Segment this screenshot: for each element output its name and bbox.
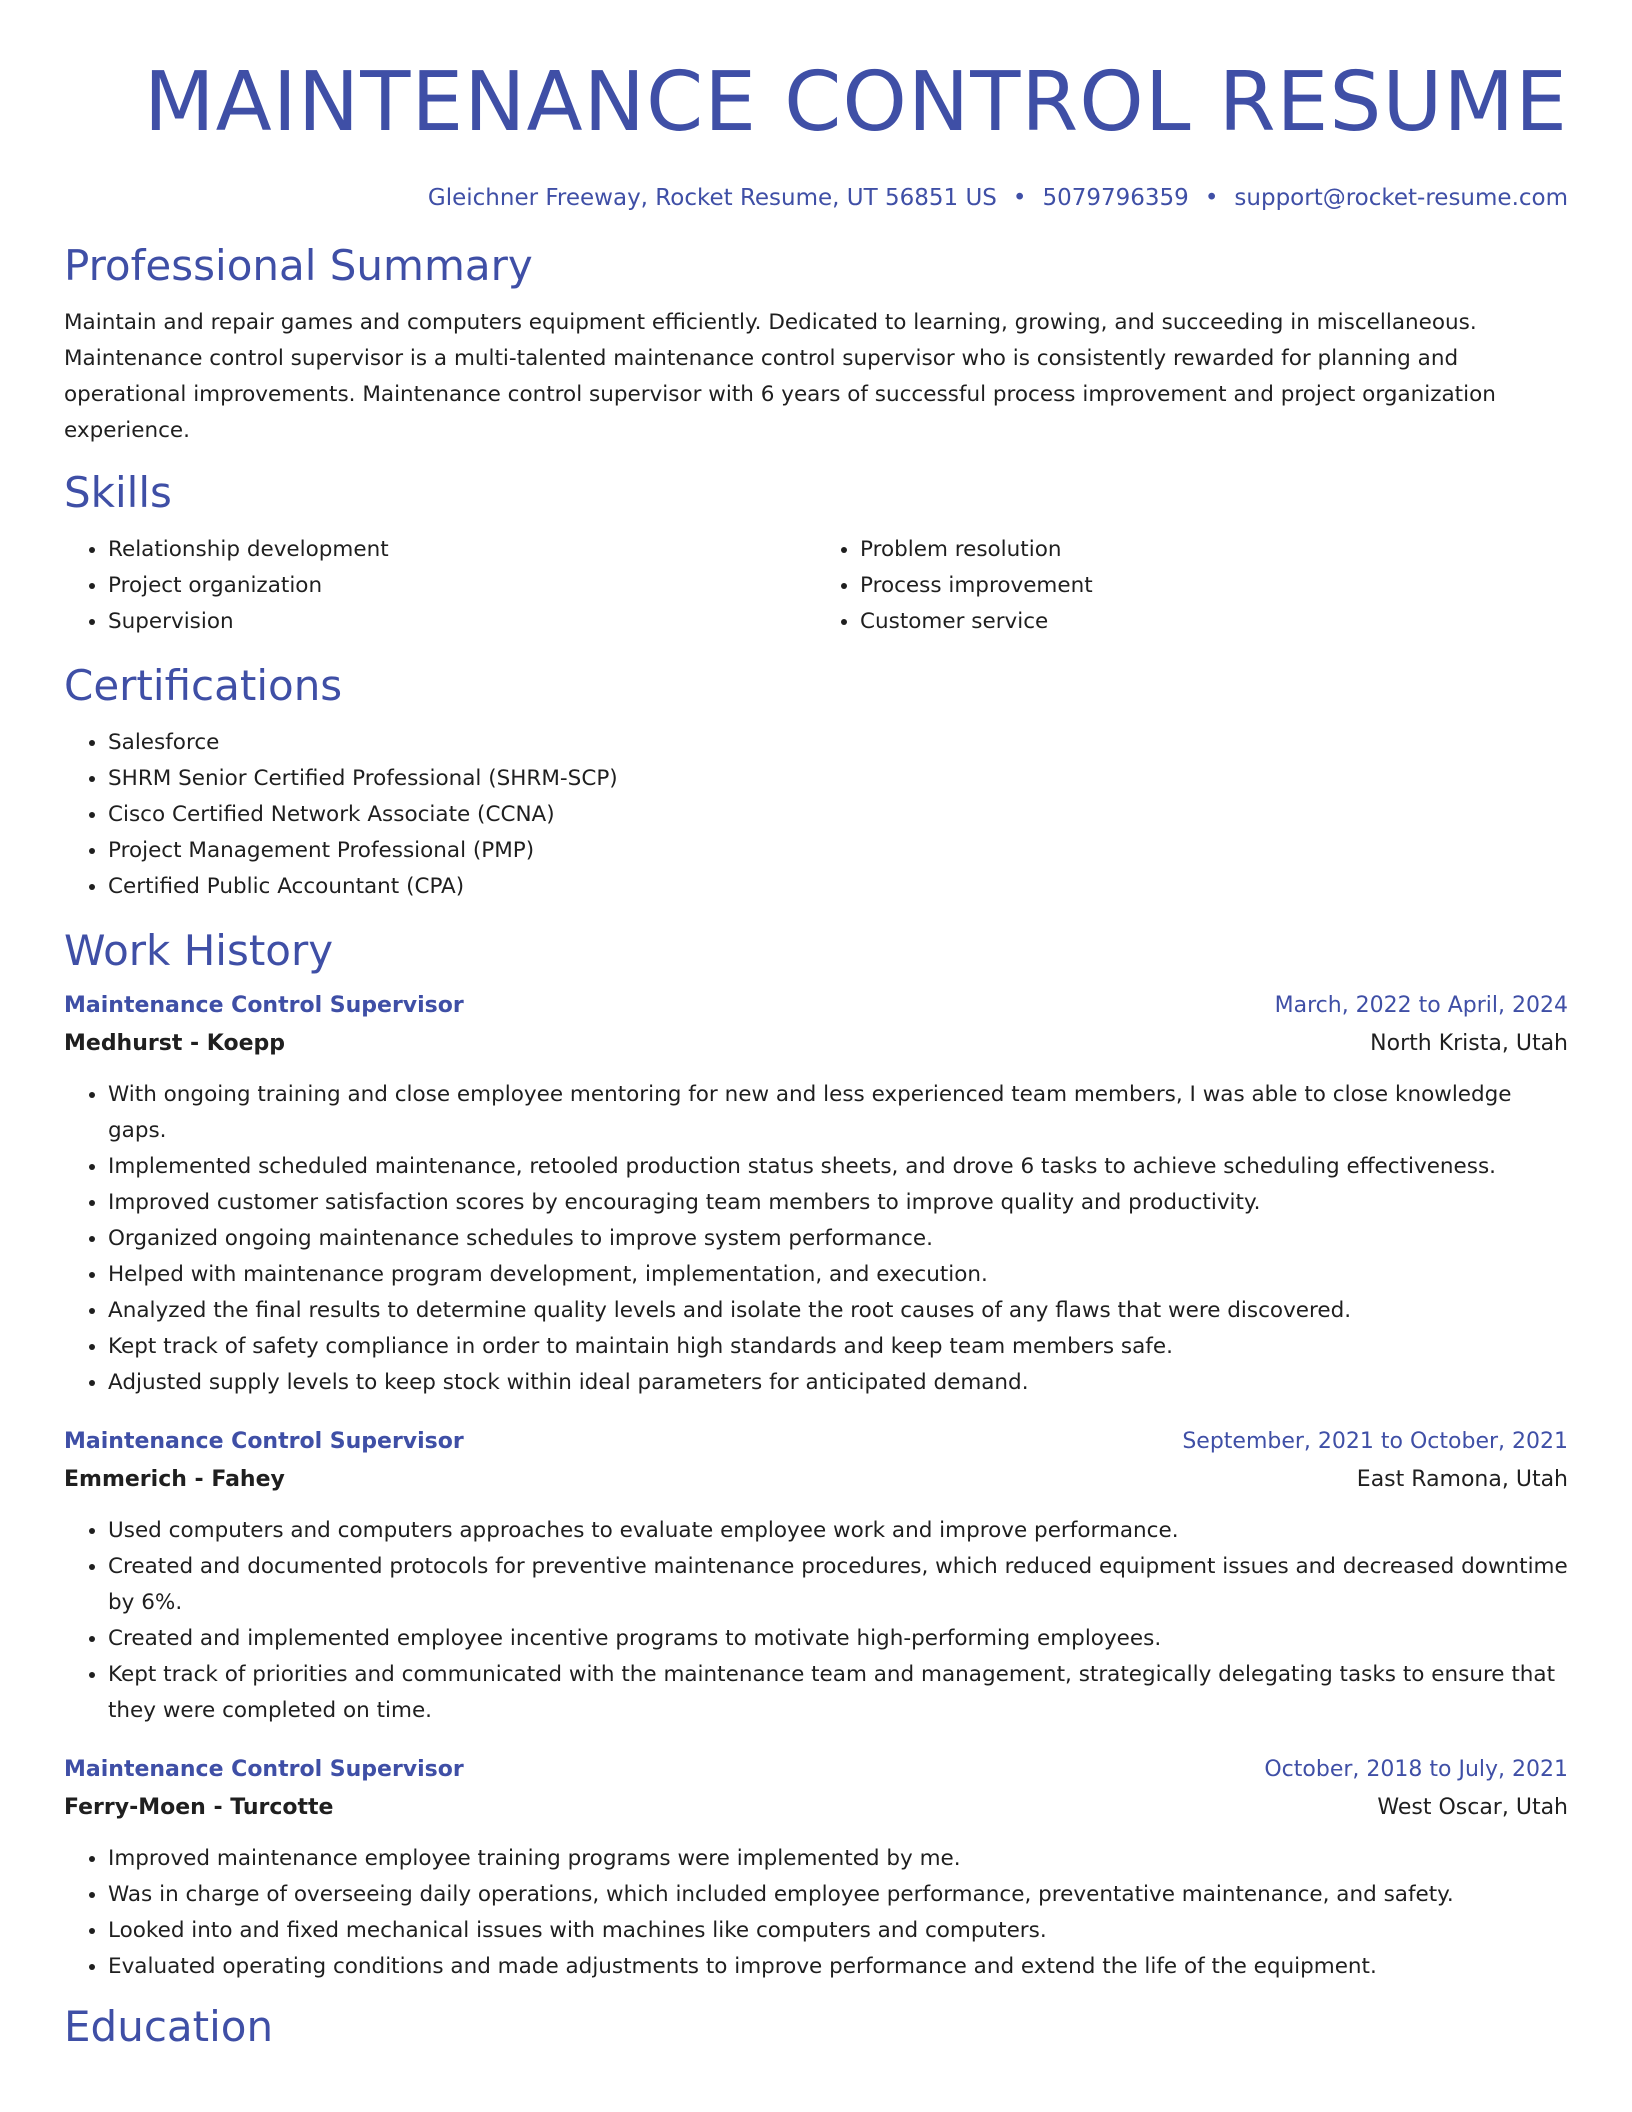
contact-phone: 5079796359 <box>1042 185 1189 211</box>
certifications-list <box>64 725 1568 905</box>
job-bullet: • Adjusted supply levels to keep stock within ideal parameters for anticipated demand. <box>108 1365 1568 1401</box>
job-bullet: • Created and implemented employee incentive programs to motivate high-performing employees. <box>108 1621 1568 1657</box>
job-bullet: • Improved customer satisfaction scores by encouraging team members to improve quality and productivity. <box>108 1185 1568 1221</box>
skill-item: • Project organization <box>108 568 816 604</box>
job-subheader <box>64 1461 1568 1499</box>
job-subheader <box>64 1025 1568 1063</box>
job-company: Ferry-Moen - Turcotte <box>64 1795 334 1820</box>
job-dates: October, 2018 to July, 2021 <box>1264 1757 1568 1782</box>
job-bullet: • Looked into and fixed mechanical issues with machines like computers and computers. <box>108 1913 1568 1949</box>
job-bullet: • Improved maintenance employee training programs were implemented by me. <box>108 1841 1568 1877</box>
job-bullet: • Was in charge of overseeing daily operations, which included employee performance, preventative maintenance, and safety. <box>108 1877 1568 1913</box>
skill-item: • Supervision <box>108 604 816 640</box>
job-bullet: • Kept track of priorities and communicated with the maintenance team and management, strategically delegating tasks to ensure that they were completed on time. <box>108 1657 1568 1729</box>
job-bullet: • Created and documented protocols for preventive maintenance procedures, which reduced equipment issues and decreased downtime by 6%. <box>108 1549 1568 1621</box>
contact-separator: • <box>1012 185 1027 211</box>
job-bullets <box>64 1513 1568 1729</box>
job-bullet: • Kept track of safety compliance in order to maintain high standards and keep team members safe. <box>108 1329 1568 1365</box>
job-location: North Krista, Utah <box>1370 1031 1568 1056</box>
job-company: Emmerich - Fahey <box>64 1467 285 1492</box>
job-entry <box>64 987 1568 1401</box>
job-bullet: • Helped with maintenance program development, implementation, and execution. <box>108 1257 1568 1293</box>
contact-separator: • <box>1204 185 1219 211</box>
job-bullet: • Analyzed the final results to determine quality levels and isolate the root causes of any flaws that were discovered. <box>108 1293 1568 1329</box>
job-bullet: • Evaluated operating conditions and made adjustments to improve performance and extend the life of the equipment. <box>108 1949 1568 1985</box>
job-location: East Ramona, Utah <box>1356 1467 1568 1492</box>
skills-section <box>64 467 1568 640</box>
job-header <box>64 987 1568 1025</box>
job-bullet: • Organized ongoing maintenance schedules to improve system performance. <box>108 1221 1568 1257</box>
contact-line <box>64 182 1568 214</box>
job-bullet: • Implemented scheduled maintenance, retooled production status sheets, and drove 6 tasks to achieve scheduling effectiveness. <box>108 1149 1568 1185</box>
job-title: Maintenance Control Supervisor <box>64 1429 464 1454</box>
certification-item: • Project Management Professional (PMP) <box>108 833 1568 869</box>
job-subheader <box>64 1789 1568 1827</box>
job-company: Medhurst - Koepp <box>64 1031 285 1056</box>
summary-section <box>64 240 1568 449</box>
summary-text: Maintain and repair games and computers equipment efficiently. Dedicated to learning, growing, and succeeding in miscellaneous. Maintenance control supervisor is a multi-talented maintenance control supervisor who is consistently rewarded for planning and operational improvements. Maintenance control supervisor with 6 years of successful process improvement and project organization experience. <box>64 310 1496 443</box>
job-title: Maintenance Control Supervisor <box>64 1757 464 1782</box>
work-history-section <box>64 925 1568 1985</box>
job-entry <box>64 1751 1568 1985</box>
skill-item: • Problem resolution <box>860 532 1568 568</box>
contact-address: Gleichner Freeway, Rocket Resume, UT 56851 US <box>427 185 997 211</box>
job-bullets <box>64 1841 1568 1985</box>
section-title-work-history: Work History <box>64 926 334 975</box>
job-bullet: • With ongoing training and close employee mentoring for new and less experienced team members, I was able to close knowledge gaps. <box>108 1077 1568 1149</box>
job-dates: March, 2022 to April, 2024 <box>1274 993 1568 1018</box>
job-location: West Oscar, Utah <box>1377 1795 1568 1820</box>
education-section <box>64 2001 1568 2053</box>
skills-list-left <box>64 532 816 640</box>
certification-item: • Certified Public Accountant (CPA) <box>108 869 1568 905</box>
certification-item: • Cisco Certified Network Associate (CCNA) <box>108 797 1568 833</box>
job-bullet: • Used computers and computers approaches to evaluate employee work and improve performance. <box>108 1513 1568 1549</box>
section-title-skills: Skills <box>64 468 172 517</box>
job-title: Maintenance Control Supervisor <box>64 993 464 1018</box>
job-header <box>64 1423 1568 1461</box>
job-header <box>64 1751 1568 1789</box>
skill-item: • Customer service <box>860 604 1568 640</box>
resume-title: MAINTENANCE CONTROL RESUME <box>143 55 1568 150</box>
skills-grid <box>64 532 1568 640</box>
section-title-summary: Professional Summary <box>64 241 533 290</box>
certifications-section <box>64 660 1568 905</box>
job-bullets <box>64 1077 1568 1401</box>
section-title-education: Education <box>64 2002 274 2051</box>
contact-email: support@rocket-resume.com <box>1234 185 1568 211</box>
section-title-certifications: Certifications <box>64 661 343 710</box>
job-entry <box>64 1423 1568 1729</box>
skill-item: • Relationship development <box>108 532 816 568</box>
certification-item: • Salesforce <box>108 725 1568 761</box>
job-dates: September, 2021 to October, 2021 <box>1182 1429 1568 1454</box>
skills-list-right <box>816 532 1568 640</box>
skill-item: • Process improvement <box>860 568 1568 604</box>
certification-item: • SHRM Senior Certified Professional (SHRM-SCP) <box>108 761 1568 797</box>
